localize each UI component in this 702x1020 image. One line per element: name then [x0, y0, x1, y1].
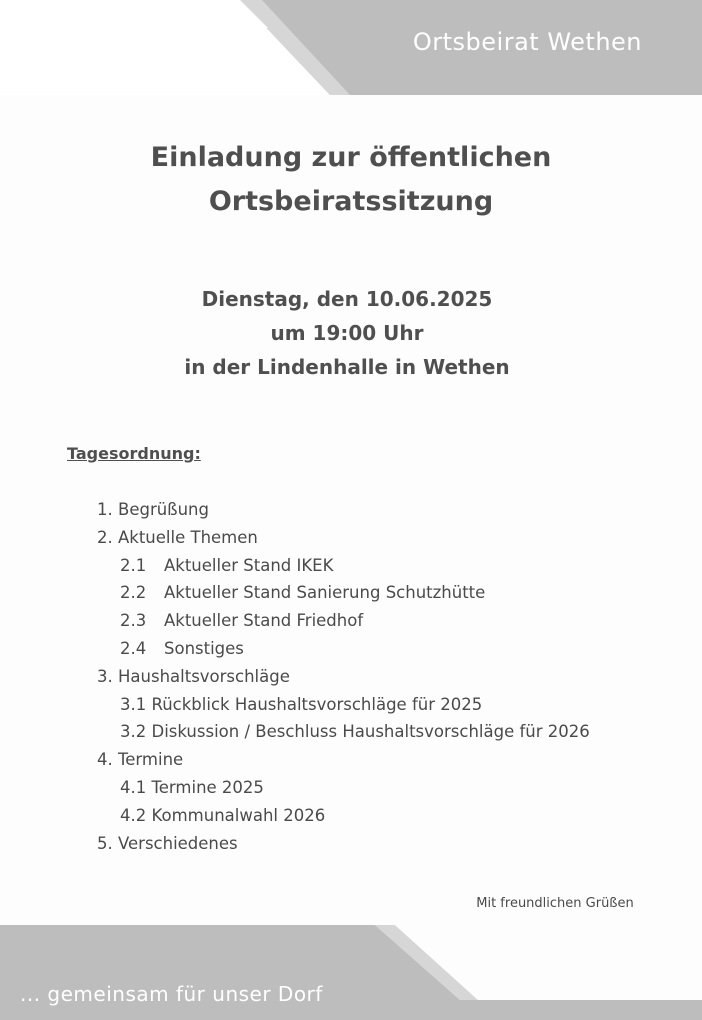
item-number: 1.	[97, 500, 113, 519]
event-location: in der Lindenhalle in Wethen	[184, 355, 510, 379]
item-label: Kommunalwahl 2026	[151, 805, 326, 825]
closing-greeting: Mit freundlichen Grüßen	[476, 896, 634, 911]
event-details	[0, 282, 694, 384]
list-item	[0, 552, 702, 580]
event-time: um 19:00 Uhr	[270, 321, 424, 345]
list-item	[0, 579, 702, 607]
item-label: Verschiedenes	[118, 833, 238, 853]
list-item	[0, 635, 702, 663]
item-label: Aktueller Stand Sanierung Schutzhütte	[164, 583, 486, 603]
list-item	[0, 802, 702, 830]
list-item	[0, 691, 702, 719]
item-label: Aktueller Stand Friedhof	[164, 611, 364, 631]
item-number: 3.	[97, 666, 113, 686]
list-item	[0, 524, 702, 552]
item-number: 2.2	[120, 583, 147, 603]
item-label: Aktuelle Themen	[118, 527, 258, 547]
list-item	[0, 718, 702, 746]
item-number: 3.1	[120, 694, 147, 714]
item-label: Begrüßung	[118, 500, 209, 519]
agenda-heading: Tagesordnung:	[67, 444, 201, 463]
invitation-title	[0, 136, 702, 224]
item-label: Haushaltsvorschläge	[118, 666, 290, 686]
item-label: Diskussion / Beschluss Haushaltsvorschläge für 2026	[151, 722, 590, 742]
item-number: 2.4	[120, 638, 147, 658]
organization-name: Ortsbeirat Wethen	[412, 28, 642, 56]
item-label: Sonstiges	[164, 638, 244, 658]
item-number: 5.	[97, 833, 113, 853]
title-line-1: Einladung zur öffentlichen	[150, 142, 552, 173]
list-item	[0, 830, 702, 858]
item-label: Termine	[118, 750, 184, 770]
item-number: 2.1	[120, 555, 147, 575]
list-item	[0, 774, 702, 802]
item-number: 4.2	[120, 805, 147, 825]
list-item	[0, 746, 702, 774]
item-label: Rückblick Haushaltsvorschläge für 2025	[151, 694, 483, 714]
title-line-2: Ortsbeiratssitzung	[208, 186, 494, 217]
item-number: 2.	[97, 527, 113, 547]
list-item	[0, 663, 702, 691]
item-label: Aktueller Stand IKEK	[164, 555, 334, 575]
footer-slogan: ... gemeinsam für unser Dorf	[20, 982, 323, 1006]
item-label: Termine 2025	[151, 777, 264, 797]
item-number: 2.3	[120, 611, 147, 631]
item-number: 4.	[97, 750, 113, 770]
item-number: 4.1	[120, 777, 147, 797]
item-number: 3.2	[120, 722, 147, 742]
agenda-list	[0, 496, 702, 857]
list-item	[0, 496, 702, 524]
list-item	[0, 607, 702, 635]
event-date: Dienstag, den 10.06.2025	[201, 287, 493, 311]
